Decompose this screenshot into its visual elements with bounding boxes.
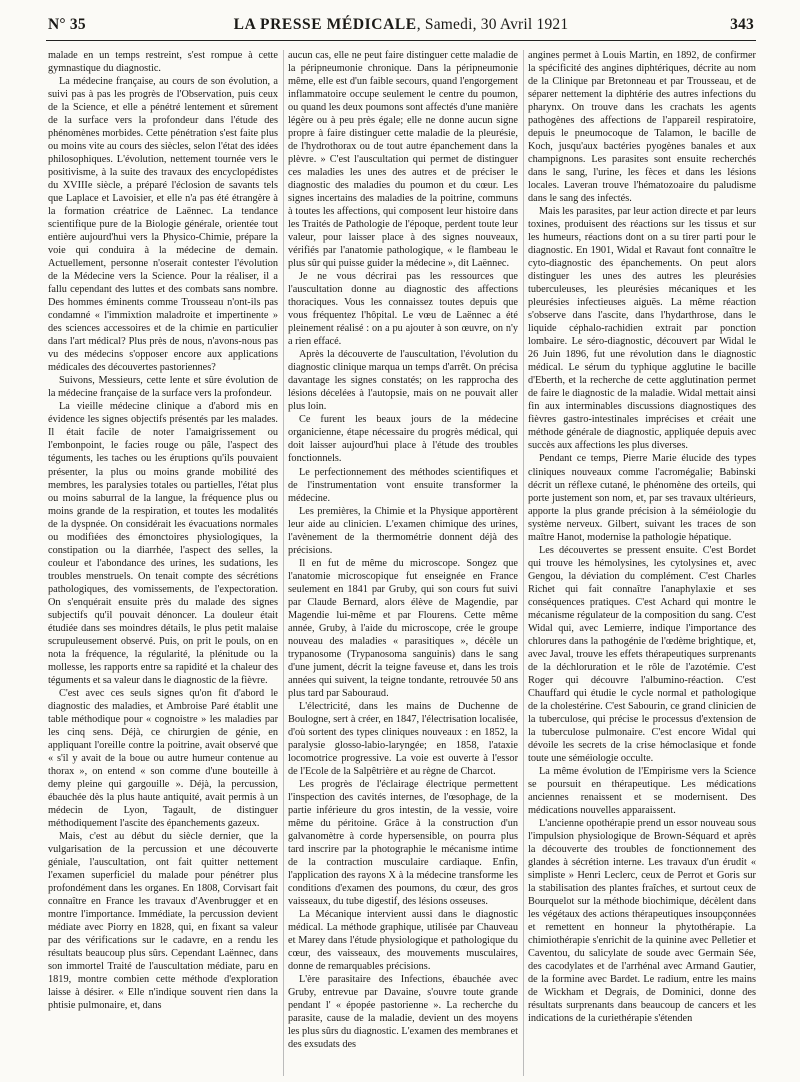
page-number: 343 bbox=[730, 16, 754, 33]
column-text bbox=[48, 49, 278, 1012]
paragraph: Après la découverte de l'auscultation, l'évolution du diagnostic clinique marqua un temps d'arrêt. On précisa davantage les signes constatés; on les rapprocha des lésions décelées à l'autopsie, mais on ne pouvait aller plus loin. bbox=[288, 349, 518, 413]
paragraph: La même évolution de l'Empirisme vers la Science se poursuit en thérapeutique. Les médications anciennes renaissent et se modernisent. Des médications nouvelles apparaissent. bbox=[528, 765, 756, 816]
paragraph: Il en fut de même du microscope. Songez que l'anatomie microscopique fut enseignée en France seulement en 1841 par Gruby, qui son cours fut suivi par Claude Bernard, alors élève de Magendie, par Magendie lui-même et par Flourens. Cette même année, Gruby, à l'aide du microscope, crée le groupe nouveau des maladies « parasitiques », décèle un trypanosome (Trypanosoma sanguinis) dans le sang d'une jument, décrit la teigne faveuse et, dans les trois années qui suivent, la teigne tondante, retrouvée 50 ans plus tard par Sabouraud. bbox=[288, 557, 518, 699]
paragraph: Suivons, Messieurs, cette lente et sûre évolution de la médecine française de la surface vers la profondeur. bbox=[48, 375, 278, 400]
running-header bbox=[48, 14, 754, 38]
paragraph: malade en un temps restreint, s'est rompue à cette gymnastique du diagnostic. bbox=[48, 50, 278, 75]
header-rule bbox=[46, 40, 756, 41]
paragraph: L'ère parasitaire des Infections, ébauchée avec Gruby, entrevue par Davaine, s'ouvre toute grande pendant l' « épopée pastorienne ». La recherche du parasite, cause de la maladie, devient un des moyens les plus sûrs du diagnostic. L'examen des membranes et des exsudats des bbox=[288, 974, 518, 1051]
issue-number: N° 35 bbox=[48, 16, 86, 33]
text-column-1 bbox=[48, 49, 278, 1077]
column-text bbox=[288, 49, 518, 1051]
journal-masthead bbox=[48, 16, 754, 34]
paragraph: La Mécanique intervient aussi dans le diagnostic médical. La méthode graphique, utilisée par Chauveau et Marey dans l'étude physiologique et pathologique du cœur, des vaisseaux, des mouvements musculaires, donne de remarquables précisions. bbox=[288, 909, 518, 973]
paragraph: Pendant ce temps, Pierre Marie élucide des types cliniques nouveaux comme l'acromégalie; Babinski décrit un réflexe cutané, le phénomène des orteils, qui porte justement son nom, et, par ses travaux ultérieurs, apporte la plus grande précision à la séméiologie du système nerveux. Gilbert, suivant les traces de son maître Hanot, modernise la pathologie hépatique. bbox=[528, 453, 756, 543]
article-body bbox=[48, 49, 756, 1077]
paragraph: Les découvertes se pressent ensuite. C'est Bordet qui trouve les hémolysines, les cytolysines et, avec Gengou, la déviation du complément. C'est Charles Richet qui fait connaître l'anaphylaxie et ses conséquences pratiques. C'est Achard qui montre le mécanisme régulateur de la composition du sang. C'est Widal qui, avec Lemierre, indique l'importance des chlorures dans la pathogénie de l'œdème brightique, et, avec Javal, trouve les effets thérapeutiques surprenants de la déchloruration et le rôle de l'azotémie. C'est Roger qui découvre l'albumino-réaction. C'est Chauffard qui étudie le cycle normal et pathologique de la cholestérine. C'est Sabourin, ce grand clinicien de la tuberculose, qui précise le processus d'extension de la tuberculose pulmonaire. C'est encore Widal qui dévoile les secrets de la crise hémoclasique et fonde toute une séméiologie occulte. bbox=[528, 544, 756, 764]
paragraph: L'ancienne opothérapie prend un essor nouveau sous l'impulsion physiologique de Brown-Séquard et après la découverte des troubles de fonctionnement des glandes à sécrétion interne. Les travaux d'un érudit « simpliste » Henri Leclerc, ceux de Perrot et Goris sur la stabilisation des plantes fraîches, et surtout ceux de Bourquelot sur la méthode biochimique, décèlent dans les végétaux des actions thérapeutiques insoupçonnées et remettent en honneur la phytothérapie. La chimiothérapie s'enrichit de la quinine avec Pelletier et Caventou, du salicylate de soude avec Germain Sée, des cacodylates et de l'arrhénal avec Armand Gautier, de la formine avec Bardet. Le radium, entre les mains de Wickham et Degrais, de Dominici, donne des résultats surprenants dans beaucoup de cancers et les indications de la curiethérapie s'étenden bbox=[528, 817, 756, 1025]
paragraph: Ce furent les beaux jours de la médecine organicienne, étape nécessaire du progrès médical, qui doit laisser aujourd'hui place à l'étude des troubles fonctionnels. bbox=[288, 414, 518, 465]
paragraph: C'est avec ces seuls signes qu'on fit d'abord le diagnostic des maladies, et Ambroise Paré établit une table méthodique pour « cognoistre » les maladies par les cinq sens. Déjà, ce chirurgien de génie, en appliquant l'oreille contre la poitrine, avait observé que « s'il y avait de la boue ou autre humeur contenue au thorax », on entend « son comme d'une bouteille à demy pleine qui gargouille ». Déjà, la percussion, ébauchée dès la plus haute antiquité, avait permis à un médecin de Lyon, Tagault, de distinguer méthodiquement l'ascite des épanchements gazeux. bbox=[48, 687, 278, 829]
paragraph: Le perfectionnement des méthodes scientifiques et de l'instrumentation vont ensuite transformer la médecine. bbox=[288, 466, 518, 504]
paragraph: Les progrès de l'éclairage électrique permettent l'inspection des cavités internes, de l'œsophage, de la partie inférieure du gros intestin, de la vessie, voire même du péritoine. Grâce à la construction d'un galvanomètre à corde hypersensible, on pourra plus tard inscrire par la photographie le mécanisme intime de la contraction musculaire cardiaque. Enfin, l'application des rayons X à la médecine transforme les conditions d'examen des poumons, du cœur, des gros vaisseaux, du tube digestif, des lésions osseuses. bbox=[288, 778, 518, 908]
text-column-2 bbox=[288, 49, 518, 1077]
paragraph: Mais, c'est au début du siècle dernier, que la vulgarisation de la percussion et une découverte géniale, l'auscultation, ont fait quitter nettement l'examen superficiel du malade pour pénétrer plus profondément dans les organes. En 1808, Corvisart fait connaître en France les travaux d'Avenbrugger et en montre l'importance. Immédiate, la percussion devient médiate avec Piorry en 1828, qui, en fixant sa valeur par des vérifications sur le cadavre, en a rendu les résultats beaucoup plus sûrs. Cependant Laënnec, dans son immortel Traité de l'auscultation médiate, paru en 1819, montre combien cette méthode d'exploration laisse à désirer. « Elle n'indique souvent rien dans la phtisie pulmonaire, et, dans bbox=[48, 830, 278, 1012]
column-text bbox=[528, 49, 756, 1025]
paragraph: L'électricité, dans les mains de Duchenne de Boulogne, sert à créer, en 1847, l'électrisation localisée, d'où sortent des types cliniques nouveaux : en 1852, la paralysie glosso-labio-laryngée; en 1858, l'ataxie locomotrice progressive. La voie est ouverte à l'essor de l'Ecole de la Salpêtrière et au règne de Charcot. bbox=[288, 700, 518, 777]
paragraph: Les premières, la Chimie et la Physique apportèrent leur aide au clinicien. L'examen chimique des urines, l'avènement de la thermométrie donnent déjà des précisions. bbox=[288, 505, 518, 556]
paragraph: aucun cas, elle ne peut faire distinguer cette maladie de la péripneumonie chronique. Dans la péripneumonie même, elle est d'un faible secours, quand l'engorgement inflammatoire occupe seulement le centre du poumon, ou quand les deux poumons sont affectés d'une manière légère ou à peu près égale; elle ne donne aucun signe propre à faire distinguer cette maladie de la pleurésie, de l'hydrothorax ou de tout autre épanchement dans la plèvre. » C'est l'auscultation qui permet de distinguer ces maladies les unes des autres et de préciser le diagnostic des maladies du poumon et du cœur. Les signes incertains des maladies de la poitrine, communs à toutes les affections, qui composent leur histoire dans les Traités de Pathologie de l'époque, perdent toute leur valeur, pour laisser place à des signes nouveaux, vérifiés par l'anatomie pathologique, « le flambeau le plus sûr qui puisse guider la médecine », dit Laënnec. bbox=[288, 50, 518, 270]
text-column-3 bbox=[528, 49, 756, 1077]
paragraph: Mais les parasites, par leur action directe et par leurs toxines, produisent des réactions sur les tissus et sur les humeurs, réactions dont on a su tirer parti pour le diagnostic. En 1901, Widal et Ravaut font connaître le cyto-diagnostic des épanchements. On peut alors distinguer les unes des autres les pleurésies tuberculeuses, les pleurésies mécaniques et les pleurésies infectieuses aiguës. La même réaction s'observe dans l'ascite, dans l'hydarthrose, dans le liquide céphalo-rachidien extrait par ponction lombaire. Le séro-diagnostic, découvert par Widal le 26 Juin 1896, fut une révolution dans le diagnostic médical. Le sérum du typhique agglutine le bacille d'Eberth, et la recherche de cette agglutination permet de faire le diagnostic de la maladie. Widal mettait ainsi fin aux interminables discussions diagnostiques des fièvres gastro-intestinales imprécises et créait une méthode générale de diagnostic, appliquée depuis avec succès aux affections les plus diverses. bbox=[528, 206, 756, 452]
issue-date: , Samedi, 30 Avril 1921 bbox=[416, 16, 569, 33]
paragraph: angines permet à Louis Martin, en 1892, de confirmer la spécificité des angines diphtériques, décrite au nom de la Clinique par Bretonneau et par Trousseau, et de séparer nettement la diphtérie des autres infections du pharynx. On trouve dans les crachats les agents pathogènes des affections de l'appareil respiratoire, depuis le pneumocoque de Talamon, le bacille de Koch, jusqu'aux bactéries pyogènes banales et aux champignons. Les parasites sont ensuite recherchés dans le sang, l'urine, les fèces et dans les lésions locales. Laveran trouve l'hématozoaire du paludisme dans le sang des infectés. bbox=[528, 50, 756, 205]
paragraph: La médecine française, au cours de son évolution, a suivi pas à pas les progrès de l'Observation, puis ceux de la Science, et elle a pénétré lentement et sûrement de la surface vers la profondeur dans l'étude des phénomènes morbides. Cette pénétration s'est faite plus ou moins vite au cours des siècles, selon l'état des idées philosophiques. L'évolution, nettement tournée vers le positivisme, à la suite des travaux des encyclopédistes du XVIIIe siècle, a préparé l'éclosion de savants tels que Laplace et Lavoisier, et elle n'a pas été étrangère à la formation créatrice de Laënnec. La tendance scientifique pure de la Biologie générale, orientée tout entière aujourd'hui vers la Physico-Chimie, prépare la voie qui conduira à la médecine de demain. Actuellement, personne n'oserait contester l'évolution de la Médecine vers la Science. Pour la réaliser, il a fallu cependant des luttes et des combats sans nombre. Des hommes éminents comme Trousseau n'ont-ils pas condamné « l'immixtion maladroite et impertinente » des sciences accessoires et de la chimie en particulier dans l'art médical? Plus près de nous, n'avons-nous pas vu des médecins s'opposer encore aux applications médicales des découvertes pastoriennes? bbox=[48, 76, 278, 374]
journal-title: LA PRESSE MÉDICALE bbox=[233, 16, 417, 33]
paragraph: La vieille médecine clinique a d'abord mis en évidence les signes objectifs présentés par les malades. Il était facile de noter l'amaigrissement ou l'embonpoint, le facies rouge ou pâle, l'aspect des téguments, les taches ou les éruptions qu'ils pouvaient présenter, la plus ou moins grande mobilité des membres, les paralysies totales ou partielles, l'état plus ou moins saburral de la langue, la fréquence plus ou moins grande de la respiration, et toutes les modalités de la dyspnée. On considérait les évacuations normales ou modifiées des émonctoires physiologiques, la constipation ou la diarrhée, l'aspect des selles, la couleur et l'abondance des urines, les sudations, les troubles menstruels. On tenait compte des sécrétions pathologiques, des vomissements, de l'expectoration. On s'enquérait ensuite près du malade des signes subjectifs qu'il pouvait dénoncer. La douleur était étudiée dans ses moindres détails, le plus petit malaise scrupuleusement observé. Puis, on prit le pouls, on en nota la fréquence, la régularité, la plénitude ou la mollesse, les rapports entre sa rapidité et la chaleur des téguments et sa valeur dans le diagnostic de la fièvre. bbox=[48, 401, 278, 686]
paragraph: Je ne vous décrirai pas les ressources que l'auscultation donne au diagnostic des affections thoraciques. Vous les connaissez toutes depuis que vous fréquentez l'hôpital. Le vœu de Laënnec a été pleinement réalisé : on a pu ajouter à son œuvre, on n'y a rien effacé. bbox=[288, 271, 518, 348]
